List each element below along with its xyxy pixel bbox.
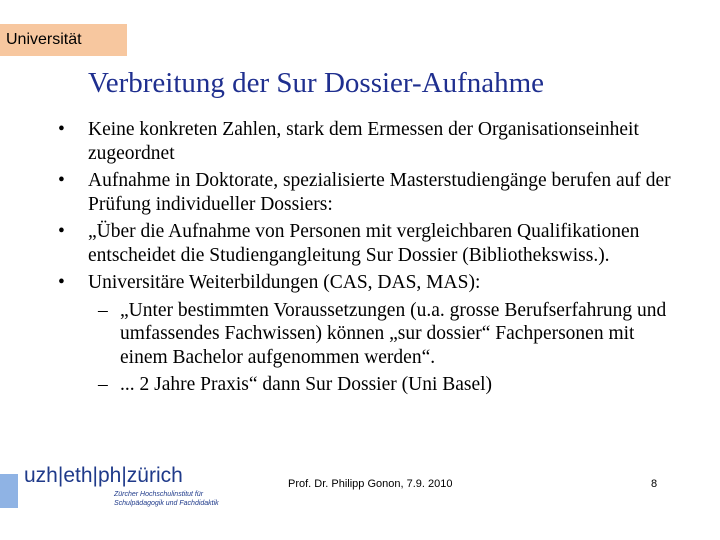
sub-bullet-item [58,373,678,397]
bullet-item [58,118,678,165]
university-badge: Universität [0,24,127,56]
sub-bullet-marker: – [98,299,108,321]
bullet-marker: • [58,272,65,293]
bullet-text: Aufnahme in Doktorate, spezialisierte Masterstudiengänge berufen auf der Prüfung individueller Dossiers: [88,170,671,215]
bullet-item [58,220,678,267]
side-accent-bar [0,474,18,508]
logo-subline-1: Zürcher Hochschulinstitut für [114,491,204,498]
bullet-item [58,169,678,216]
logo-wordmark: uzh|eth|ph|zürich [24,464,183,487]
bullet-marker: • [58,119,65,140]
logo-subline-2: Schulpädagogik und Fachdidaktik [114,500,219,507]
bullet-text: Keine konkreten Zahlen, stark dem Ermessen der Organisationseinheit zugeordnet [88,119,639,164]
sub-bullet-text: ... 2 Jahre Praxis“ dann Sur Dossier (Uni Basel) [120,374,493,395]
sub-bullet-text: „Unter bestimmten Voraussetzungen (u.a. grosse Berufserfahrung und umfassendes Fachwissen) können „sur dossier“ Fachpersonen mit einem Bachelor aufgenommen werden“. [120,299,667,368]
footer-author-date: Prof. Dr. Philipp Gonon, 7.9. 2010 [288,478,453,490]
page-number: 8 [651,478,658,490]
slide-title: Verbreitung der Sur Dossier-Aufnahme [88,67,545,99]
institution-logo [24,458,254,514]
bullet-text: „Über die Aufnahme von Personen mit vergleichbaren Qualifikationen entscheidet die Studiengangleitung Sur Dossier (Bibliothekswiss.). [88,221,640,266]
bullet-marker: • [58,221,65,242]
sub-bullet-item [58,299,678,370]
bullet-item [58,271,678,295]
bullet-marker: • [58,170,65,191]
sub-bullet-marker: – [98,374,108,395]
bullet-text: Universitäre Weiterbildungen (CAS, DAS, MAS): [88,272,481,293]
slide-content [58,118,678,401]
